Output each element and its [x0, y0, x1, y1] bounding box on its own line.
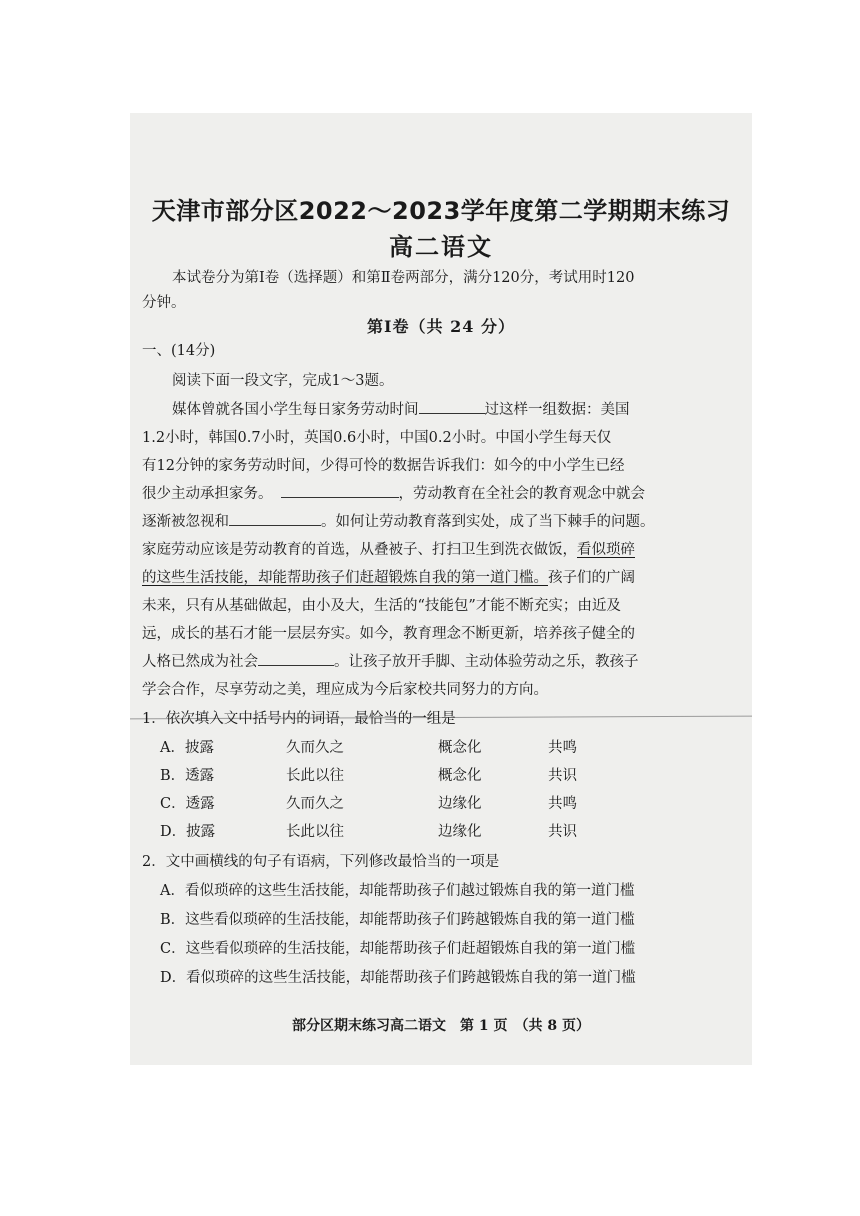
q1-option-c[interactable]: [160, 792, 720, 812]
option-word: 共识: [548, 768, 577, 784]
q2-option-c[interactable]: C．这些看似琐碎的生活技能，却能帮助孩子们赶超锻炼自我的第一道门槛: [160, 941, 636, 957]
passage-line: [142, 650, 639, 671]
exam-page: [130, 113, 752, 1065]
q1-option-d[interactable]: [160, 820, 720, 840]
section-title: 第Ⅰ卷（共 24 分）: [367, 317, 515, 336]
option-word: D．披露: [160, 824, 216, 840]
option-word: A．披露: [160, 740, 214, 756]
part-one-heading: 一、(14分): [142, 343, 216, 359]
exam-title: 天津市部分区2022～2023学年度第二学期期末练习: [151, 197, 731, 225]
option-word: 久而久之: [286, 740, 344, 756]
passage-text: 。如何让劳动教育落到实处，成了当下棘手的问题。: [321, 514, 655, 530]
passage-text: 过这样一组数据：美国: [484, 402, 630, 418]
fill-blank-3: [229, 511, 321, 526]
passage-text: 媒体曾就各国小学生每日家务劳动时间: [172, 402, 419, 418]
passage-text: 孩子们的广阔: [548, 570, 635, 586]
passage-text: 很少主动承担家务。: [142, 486, 273, 502]
q2-option-b[interactable]: B．这些看似琐碎的生活技能，却能帮助孩子们跨越锻炼自我的第一道门槛: [160, 912, 635, 928]
question-2-stem: 2．文中画横线的句子有语病，下列修改最恰当的一项是: [142, 854, 500, 870]
question-1-stem: 1．依次填入文中括号内的词语，最恰当的一组是: [142, 711, 456, 727]
intro-line-2: 分钟。: [142, 295, 186, 311]
option-word: 边缘化: [438, 824, 482, 840]
underlined-sentence: 看似琐碎: [577, 542, 635, 558]
passage-text: 家庭劳动应该是劳动教育的首选，从叠被子、打扫卫生到洗衣做饭，: [142, 542, 577, 558]
page-footer: 部分区期末练习高二语文 第 1 页 （共 8 页）: [292, 1018, 590, 1034]
q2-option-a[interactable]: A．看似琐碎的这些生活技能，却能帮助孩子们越过锻炼自我的第一道门槛: [160, 883, 635, 899]
option-word: B．透露: [160, 768, 215, 784]
fill-blank-1: [419, 399, 485, 414]
option-word: 长此以往: [286, 824, 344, 840]
passage-line: 1.2小时，韩国0.7小时，英国0.6小时，中国0.2小时。中国小学生每天仅: [142, 430, 612, 446]
q1-option-b[interactable]: [160, 764, 720, 784]
option-word: 共鸣: [548, 796, 577, 812]
option-word: 长此以往: [286, 768, 344, 784]
option-word: 概念化: [438, 740, 482, 756]
option-word: 共识: [548, 824, 577, 840]
passage-line: 学会合作，尽享劳动之美，理应成为今后家校共同努力的方向。: [142, 682, 548, 698]
option-word: 久而久之: [286, 796, 344, 812]
exam-subtitle: 高二语文: [389, 233, 493, 261]
passage-line: [172, 398, 630, 419]
option-word: 边缘化: [438, 796, 482, 812]
underlined-sentence: 的这些生活技能，却能帮助孩子们赶超锻炼自我的第一道门槛。: [142, 570, 548, 586]
passage-line: 远，成长的基石才能一层层夯实。如今，教育理念不断更新，培养孩子健全的: [142, 626, 635, 642]
passage-text: 人格已然成为社会: [142, 654, 258, 670]
option-word: 共鸣: [548, 740, 577, 756]
passage-line: [142, 538, 635, 559]
fill-blank-2: [281, 483, 399, 498]
passage-line: 有12分钟的家务劳动时间，少得可怜的数据告诉我们：如今的中小学生已经: [142, 458, 625, 474]
fill-blank-4: [258, 651, 334, 666]
option-word: C．透露: [160, 796, 215, 812]
intro-line-1: 本试卷分为第Ⅰ卷（选择题）和第Ⅱ卷两部分，满分120分，考试用时120: [172, 270, 635, 286]
passage-text: 逐渐被忽视和: [142, 514, 229, 530]
passage-line: [142, 482, 645, 503]
q1-option-a[interactable]: [160, 736, 720, 756]
passage-text: ，劳动教育在全社会的教育观念中就会: [398, 486, 645, 502]
passage-line: 未来，只有从基础做起，由小及大，生活的“技能包”才能不断充实；由近及: [142, 598, 621, 614]
q2-option-d[interactable]: D．看似琐碎的这些生活技能，却能帮助孩子们跨越锻炼自我的第一道门槛: [160, 970, 636, 986]
passage-line: [142, 566, 635, 587]
passage-text: 。让孩子放开手脚、主动体验劳动之乐，教孩子: [334, 654, 639, 670]
passage-line: [142, 510, 655, 531]
instruction: 阅读下面一段文字，完成1～3题。: [172, 373, 394, 389]
option-word: 概念化: [438, 768, 482, 784]
